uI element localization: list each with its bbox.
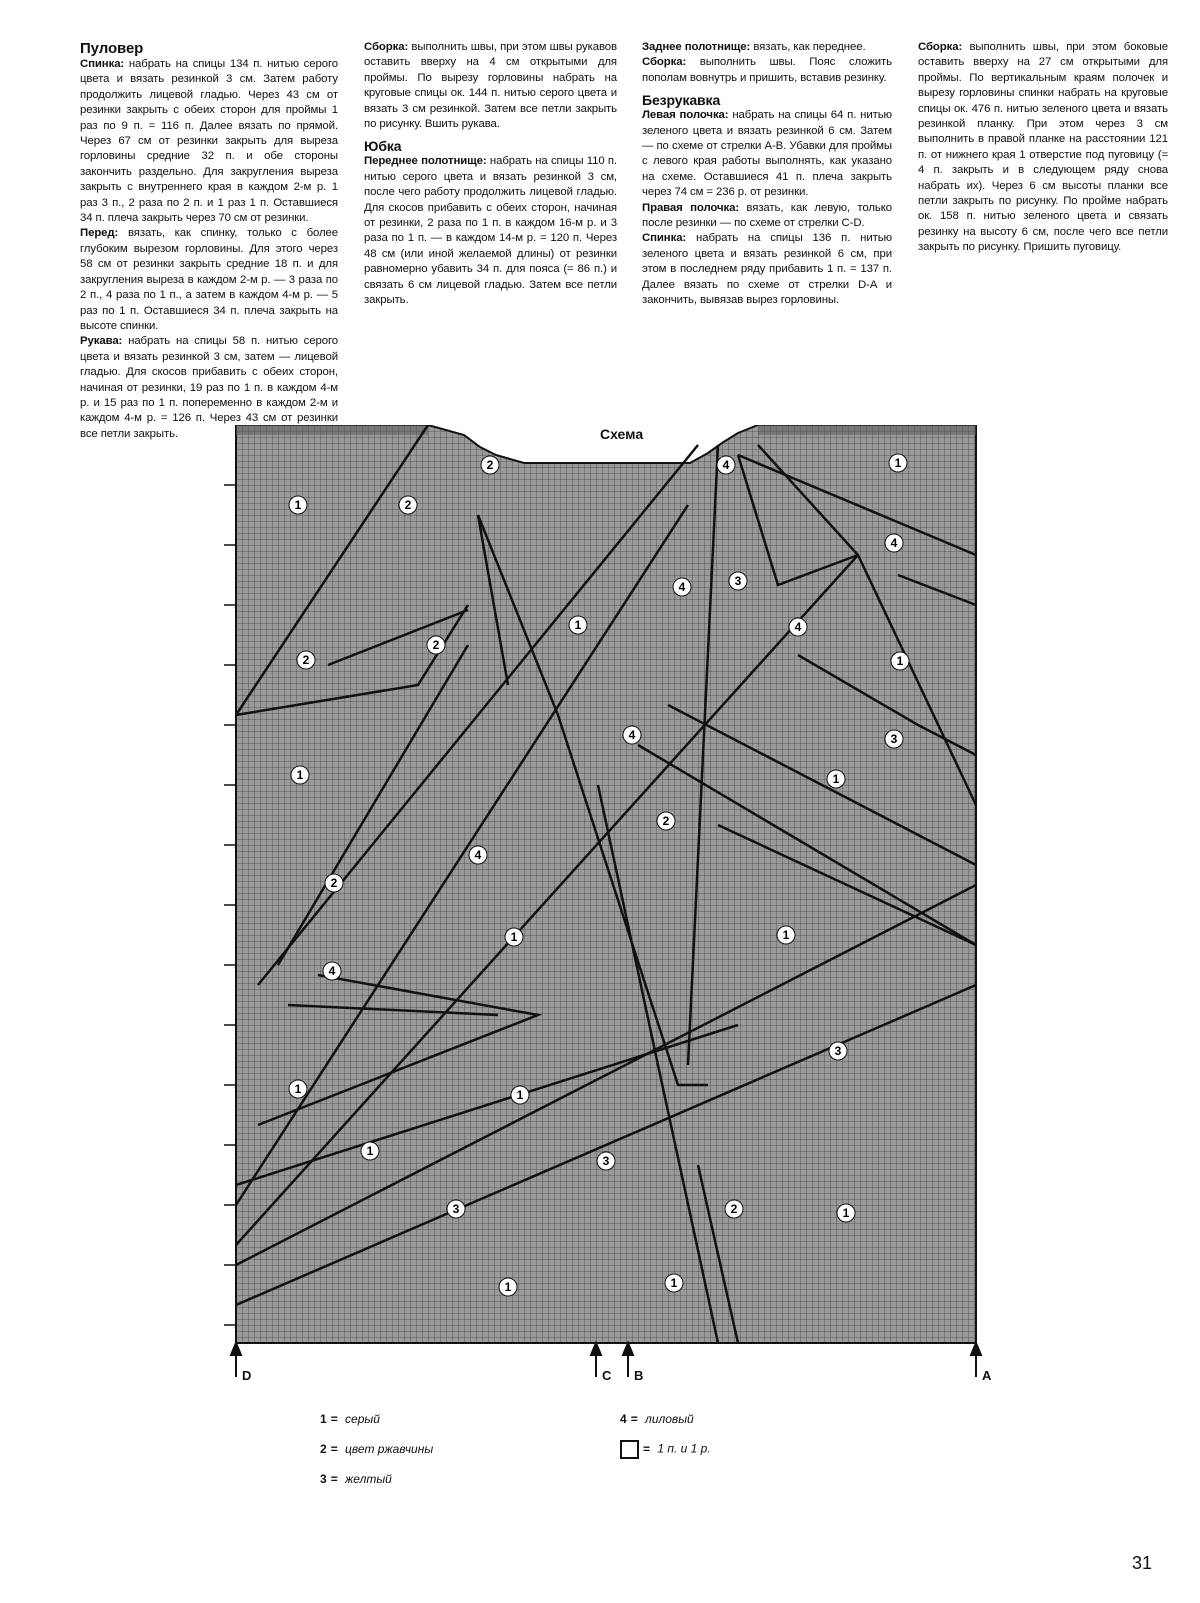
region-number-label: 4 <box>474 848 482 862</box>
stitch-square-icon <box>620 1440 639 1459</box>
vest-back-text: набрать на спицы 136 п. нитью зеленого цвета и вязать резинкой 6 см, при этом в последнем ряду прибавить 1 п. = 137 п. Далее вязать по схеме от стрелки D-A и закончить, вывязав вырез горловины. <box>642 232 892 307</box>
region-number <box>469 846 487 864</box>
region-number <box>885 534 903 552</box>
region-number <box>789 618 807 636</box>
vest-back-label: Спинка: <box>642 232 687 245</box>
region-number <box>323 962 341 980</box>
legend-text: цвет ржавчины <box>345 1442 434 1456</box>
region-number <box>427 636 445 654</box>
region-number <box>399 496 417 514</box>
vest-right-paragraph <box>642 201 892 232</box>
region-number-label: 1 <box>516 1088 524 1102</box>
region-number <box>447 1200 465 1218</box>
region-number-label: 2 <box>486 458 494 472</box>
skirt-assembly-label: Сборка: <box>642 56 687 69</box>
region-number <box>481 456 499 474</box>
legend-key: 3 <box>320 1472 327 1486</box>
legend-item: = 1 п. и 1 р. <box>620 1440 711 1459</box>
region-number-label: 2 <box>432 638 440 652</box>
vest-assembly-text: выполнить швы, при этом боковые оставить вверху на 27 см открытыми для проймы. По вертикальным краям полочек и вырезу горловины спинки набрать на круговые спицы ок. 476 п. нитью зеленого цвета и вязать резинкой планку. При этом через 3 см выполнить в правой планке на расстоянии 121 п. от нижнего края 1 отверстие под пуговицу (= 4 п. закрыть и в следующем ряду снова набрать их). Через 6 см высоты планки все петли закрыть по рисунку. По пройме набрать ок. 158 п. нитью зеленого цвета и связать резинку на высоту 6 см, после чего все петли закрыть по рисунку. Пришить пуговицу. <box>918 41 1168 254</box>
scheme-title: Схема <box>600 426 644 442</box>
vest-back-paragraph <box>642 231 892 308</box>
region-number <box>673 578 691 596</box>
region-number-label: 1 <box>782 928 790 942</box>
pullover-sleeves-text: набрать на спицы 58 п. нитью серого цвета и вязать резинкой 3 см, затем — лицевой гладью. Для скосов прибавить с обеих сторон, начиная от резинки, 19 раз по 1 п. в каждом 4-м р. и 15 раз по 1 п. попеременно в каждом 2-м и каждом 4-м р. = 126 п. Через 43 см от резинки все петли закрыть. <box>80 335 338 440</box>
region-number-label: 2 <box>404 498 412 512</box>
region-number-label: 1 <box>296 768 304 782</box>
skirt-front-paragraph <box>364 154 617 308</box>
region-number-label: 4 <box>890 536 898 550</box>
region-number <box>361 1142 379 1160</box>
legend-item: 2 = цвет ржавчины <box>320 1442 434 1456</box>
skirt-vest-column <box>642 40 892 309</box>
region-number <box>569 616 587 634</box>
arrow-label-c: C <box>602 1368 612 1383</box>
page-number: 31 <box>1132 1553 1153 1573</box>
knitting-chart <box>218 425 998 1385</box>
region-number <box>218 425 222 428</box>
region-number <box>511 1086 529 1104</box>
region-number <box>505 928 523 946</box>
pullover-sleeves-label: Рукава: <box>80 335 123 348</box>
region-number <box>297 651 315 669</box>
vest-left-text: набрать на спицы 64 п. нитью зеленого цвета и вязать резинкой 6 см. Затем — по схеме от стрелки A-B. Убавки для проймы с левого края работы выполнять, как указано на схеме. Оставшиеся 41 п. плеча закрыть через 74 см = 236 р. от резинки. <box>642 109 892 199</box>
skirt-back-text: вязать, как переднее. <box>753 41 866 53</box>
arrow-label-d: D <box>242 1368 252 1383</box>
vest-left-label: Левая полочка: <box>642 109 729 122</box>
skirt-title: Юбка <box>364 138 402 155</box>
legend-item: 3 = желтый <box>320 1472 392 1486</box>
region-number-label: 1 <box>366 1144 374 1158</box>
region-number-label: 1 <box>896 654 904 668</box>
skirt-assembly-text: выполнить швы. Пояс сложить пополам вовнутрь и пришить, вставив резинку. <box>642 56 892 84</box>
skirt-front-text: набрать на спицы 110 п. нитью серого цвета и вязать резинкой 3 см, после чего работу продолжить лицевой гладью. Для скосов прибавить с обеих сторон, начиная от резинки, 2 раза по 1 п. в каждом 16-м р. и 3 раза по 1 п. — в каждом 14-м р. = 120 п. Через 48 см (или иной желаемой длины) от резинки равномерно убавить 34 п. для пояса (= 86 п.) и связать 6 см лицевой гладью. Затем все петли закрыть. <box>364 155 617 307</box>
skirt-front-label: Переднее полотнище: <box>364 155 487 168</box>
legend-text: серый <box>345 1412 380 1426</box>
pullover-title: Пуловер <box>80 40 144 57</box>
region-number <box>717 456 735 474</box>
region-number <box>657 812 675 830</box>
region-number <box>499 1278 517 1296</box>
legend-item: 1 = серый <box>320 1412 380 1426</box>
region-number-label: 1 <box>670 1276 678 1290</box>
region-number <box>597 1152 615 1170</box>
region-number-label: 2 <box>662 814 670 828</box>
region-number-label: 1 <box>574 618 582 632</box>
region-number-label: 1 <box>294 498 302 512</box>
vest-right-text: вязать, как левую, только после резинки — по схеме от стрелки C-D. <box>642 201 892 230</box>
legend-key: 2 <box>320 1442 327 1456</box>
region-number-label: 1 <box>510 930 518 944</box>
region-number <box>291 766 309 784</box>
vest-title: Безрукавка <box>642 92 721 109</box>
pullover-column <box>80 40 338 442</box>
region-number-label: 2 <box>330 876 338 890</box>
arrow-label-a: A <box>982 1368 992 1383</box>
region-number-label: 1 <box>842 1206 850 1220</box>
region-number <box>289 496 307 514</box>
region-number <box>777 926 795 944</box>
region-number-label: 1 <box>894 456 902 470</box>
pullover-back-text: набрать на спицы 134 п. нитью серого цвета и вязать резинкой 3 см. Затем работу продолжить лицевой гладью. Через 43 см от резинки закрыть с обеих сторон для проймы 1 раз по 9 п. = 116 п. Далее вязать по прямой. Через 67 см от резинки закрыть для выреза горловины средние 32 п. и обе стороны закончить раздельно. Для закругления выреза закрыть с внутреннего края в каждом 2-м р. 1 раз 3 п., 2 раза по 2 п. и 1 раз 1 п. Оставшиеся 34 п. плеча закрыть через 70 см от резинки. <box>80 58 338 225</box>
vest-assembly-column <box>918 40 1168 256</box>
legend-text: желтый <box>345 1472 392 1486</box>
region-number <box>325 874 343 892</box>
region-number-label: 4 <box>328 964 336 978</box>
region-number-label: 2 <box>302 653 310 667</box>
region-number <box>623 726 641 744</box>
region-number-label: 4 <box>722 458 730 472</box>
vest-assembly-paragraph <box>918 40 1168 256</box>
pullover-front-text: вязать, как спинку, только с более глубоким вырезом горловины. Для этого через 58 см от резинки закрыть средние 18 п. и для закругления выреза в каждом 2-м р. — 3 раза по 2 п., 4 раза по 1 п., а затем в каждом 4-м р. — 5 раз по 1 п. Оставшиеся 34 п. плеча закрыть на высоте спинки. <box>80 227 338 332</box>
skirt-back-paragraph <box>642 40 892 55</box>
pullover-front-label: Перед: <box>80 227 119 240</box>
vest-assembly-label: Сборка: <box>918 41 963 53</box>
pullover-back-paragraph <box>80 57 338 226</box>
region-number-label: 3 <box>734 574 742 588</box>
region-number-label: 1 <box>294 1082 302 1096</box>
legend-text: лиловый <box>645 1412 694 1426</box>
region-number <box>889 454 907 472</box>
pullover-skirt-column <box>364 40 617 309</box>
region-number <box>885 730 903 748</box>
region-number <box>289 1080 307 1098</box>
region-number-label: 4 <box>628 728 636 742</box>
legend-key: 1 <box>320 1412 327 1426</box>
pullover-front-paragraph <box>80 226 338 334</box>
pullover-assembly-text: выполнить швы, при этом швы рукавов оставить вверху на 4 см открытыми для проймы. По вырезу горловины набрать на круговые спицы ок. 144 п. нитью серого цвета и вязать 3 см резинкой. Затем все петли закрыть по рисунку. Вшить рукава. <box>364 41 617 131</box>
region-number <box>729 572 747 590</box>
region-number <box>665 1274 683 1292</box>
region-number-label: 1 <box>832 772 840 786</box>
region-number-label: 3 <box>834 1044 842 1058</box>
pullover-assembly-paragraph <box>364 40 617 132</box>
region-number-label: 4 <box>794 620 802 634</box>
legend-key: 4 <box>620 1412 627 1426</box>
pullover-back-label: Спинка: <box>80 58 125 70</box>
region-number <box>829 1042 847 1060</box>
legend-text: 1 п. и 1 р. <box>657 1441 711 1456</box>
legend-item: 4 = лиловый <box>620 1412 694 1426</box>
region-number-label: 3 <box>890 732 898 746</box>
region-number-label: 1 <box>504 1280 512 1294</box>
region-number-label: 3 <box>602 1154 610 1168</box>
arrow-label-b: B <box>634 1368 644 1383</box>
chart-ticks <box>224 485 236 1325</box>
region-number-label: 4 <box>678 580 686 594</box>
vest-right-label: Правая полочка: <box>642 201 740 214</box>
skirt-back-label: Заднее полотнище: <box>642 41 751 53</box>
pullover-assembly-label: Сборка: <box>364 41 409 53</box>
region-number <box>725 1200 743 1218</box>
vest-left-paragraph <box>642 108 892 200</box>
skirt-assembly-paragraph <box>642 55 892 86</box>
region-number-label: 2 <box>730 1202 738 1216</box>
region-number <box>827 770 845 788</box>
region-number <box>837 1204 855 1222</box>
region-number <box>891 652 909 670</box>
region-number-label: 3 <box>452 1202 460 1216</box>
chart-body <box>236 425 976 1343</box>
